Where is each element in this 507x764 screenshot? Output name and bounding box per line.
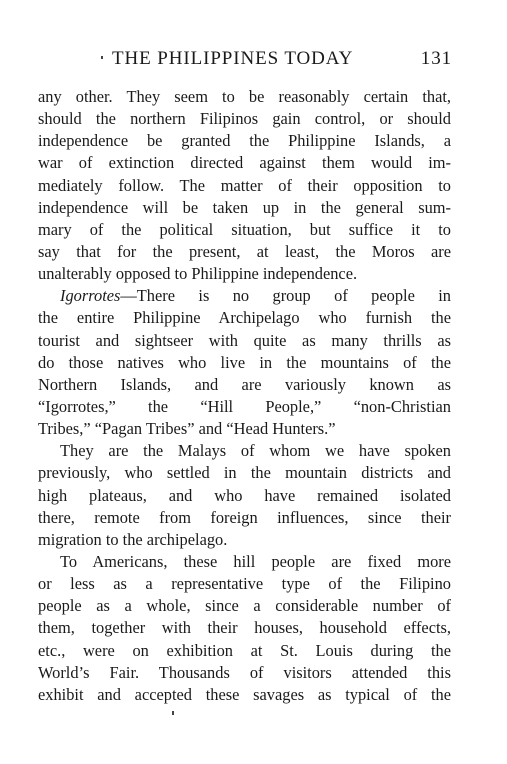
text-line: any other. They seem to be reasonably certain that, (38, 87, 451, 106)
text-line: or less as a representative type of the Filipino (38, 574, 451, 594)
text-line: mediately follow. The matter of their opposition to (38, 175, 451, 195)
running-head (112, 48, 452, 72)
paragraph (38, 86, 451, 285)
text-line: the entire Philippine Archipelago who furnish the (38, 308, 451, 328)
text-line: say that for the present, at least, the Moros are (38, 241, 451, 261)
text-line: etc., were on exhibition at St. Louis during the (38, 640, 451, 660)
text-line: previously, who settled in the mountain districts and (38, 463, 451, 483)
text-line: tourist and sightseer with quite as many thrills as (38, 330, 451, 350)
page-number: 131 (420, 48, 452, 69)
text-line: migration to the archipelago. (38, 529, 228, 549)
text-line: war of extinction directed against them would im- (38, 153, 451, 173)
text-line: To Americans, these hill people are fixed more (60, 551, 451, 571)
text-line: people as a whole, since a considerable number of (38, 596, 451, 616)
ink-speck (101, 56, 103, 59)
text-run: —There is no group of people in (120, 286, 451, 306)
text-line: “Igorrotes,” the “Hill People,” “non-Christian (38, 396, 451, 416)
text-line: independence be granted the Philippine Islands, a (38, 131, 451, 151)
text-line: Tribes,” “Pagan Tribes” and “Head Hunters.” (38, 419, 336, 439)
text-line: exhibit and accepted these savages as typical of the (38, 684, 451, 704)
text-line: World’s Fair. Thousands of visitors attended this (38, 662, 451, 682)
text-line: there, remote from foreign influences, since their (38, 507, 451, 527)
paragraph (38, 285, 451, 440)
paragraph (38, 551, 451, 706)
running-head-title: THE PHILIPPINES TODAY (112, 48, 354, 69)
text-line: unalterably opposed to Philippine independence. (38, 264, 358, 284)
text-line (38, 285, 451, 307)
text-line: mary of the political situation, but suffice it to (38, 219, 451, 239)
text-line: do those natives who live in the mountains of the (38, 352, 451, 372)
ink-speck (172, 711, 174, 715)
paragraph (38, 440, 451, 551)
text-line: them, together with their houses, household effects, (38, 618, 451, 638)
section-lead: Igorrotes (60, 286, 121, 306)
text-line: independence will be taken up in the general sum- (38, 197, 451, 217)
body-text (38, 86, 451, 706)
text-line: Northern Islands, and are variously known as (38, 374, 451, 394)
text-line: They are the Malays of whom we have spoken (60, 441, 451, 461)
text-line: high plateaus, and who have remained isolated (38, 485, 451, 505)
text-line: should the northern Filipinos gain control, or should (38, 109, 451, 129)
